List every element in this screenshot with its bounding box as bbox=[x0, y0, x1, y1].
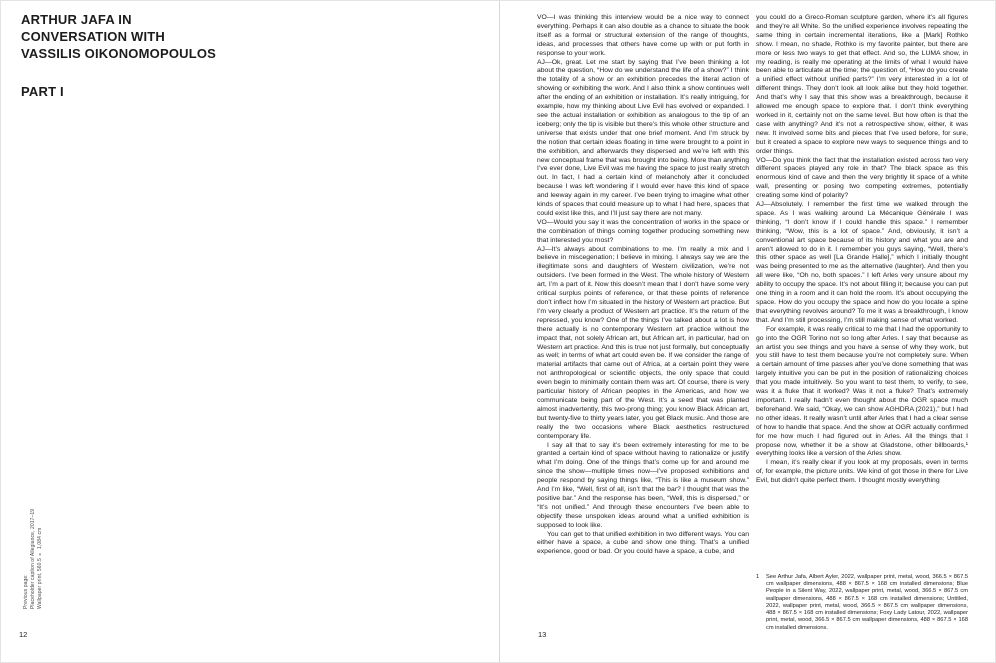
margin-caption-line: Placeholder caption of Allegiance, 2017–19 bbox=[30, 508, 36, 609]
paragraph-vo: VO—Do you think the fact that the installation existed across two very different spaces played any role in that? The black space as this enormous kind of cave and then the very brightly lit space of a white wall, presenting or posing two competing extremes, potentially creating some kind of polarity? bbox=[756, 156, 968, 200]
paragraph-vo: VO—Would you say it was the concentration of works in the space or the combination of things coming together producing something new that interested you most? bbox=[537, 218, 749, 244]
paragraph-vo: VO—I was thinking this interview would be a nice way to connect everything. Perhaps it can also double as a chance to situate the book itself as a formal or structural extension of the range of thoughts, ideas, and processes that others have come up with or put forth in response to your work. bbox=[537, 14, 749, 57]
paragraph-aj-continued: You can get to that unified exhibition in two different ways. You can either have a space, a cube and show one thing. That’s a unified experience, good or bad. Or you could have a space, a cube, and bbox=[537, 530, 749, 556]
margin-caption bbox=[23, 479, 43, 609]
paragraph-aj: AJ—It’s always about combinations to me. I’m really a mix and I believe in miscegenation; I believe in mixing. I always say we are the illegitimate sons and daughters of Western civilization, we’re not outsiders. I’ve been formed in the West. The whole history of Western art, I’m a part of it. Now this doesn’t mean that I don’t have some very critical surplus points of reference, or that these points of reference don’t inflect how I’m situated in the history of Western art practice. But I’m very clearly a product of Western art practice. It’s the return of the repressed, you know? One of the things I’ve talked about a lot is how there actually is no contemporary Western art practice without the impact that, not solely African art, but African art, in particular, had on Western art practice. And this is true not just formally, but conceptually as well; in terms of what art could even be. If we consider the range of material artifacts that came out of Africa, at a certain point they were not anthropological or scientific objects, the only space that could even begin to minimally contain them was art. Of course, there is very particular history of African peoples in the Americas, and how we communicate being part of the West. It’s a seed that was planted almost inadvertently, this two-prong thing; you know Black African art, but twenty-five to thirty years later, you get Black music. And those are really the two occasions where Black aesthetics restructured contemporary life. bbox=[537, 245, 749, 440]
part-label: PART I bbox=[21, 84, 64, 99]
paragraph-aj-continued: For example, it was really critical to me that I had the opportunity to go into the OGR Torino not so long after Arles. I say that because as an artist you see things and you have a sense of why they work, but you still have to test them because you’re not completely sure. When a certain amount of time passes after you’ve done something that was largely intuitive you can be put in the position of rationalizing choices that you made intuitively. So you want to test them, to verify, to see, was it a fluke that it worked? Was it not a fluke? That’s extremely important. I really hadn’t even thought about the OGR space much beforehand. We said, “Okay, we can show AGHDRA (2021),” but I had no other ideas. It really wasn’t until after Arles that I had a clear sense of how to handle that space. And the show at OGR actually confirmed for me how much I had figured out in Arles. All the things that I propose now, whether it be a show at Gladstone, other billboards,¹ everything looks like a version of the Arles show. bbox=[756, 325, 968, 458]
text-column-1 bbox=[537, 14, 749, 632]
title-line: CONVERSATION WITH bbox=[21, 29, 165, 44]
spine-divider bbox=[499, 1, 500, 662]
paragraph-aj-continued: I mean, it’s really clear if you look at my proposals, even in terms of, for example, the picture units. We kind of got those in there for Live Evil, but didn’t quite perfect them. I thought mostly everything bbox=[756, 459, 968, 485]
title-line: ARTHUR JAFA IN bbox=[21, 12, 132, 27]
footnote-text: See Arthur Jafa, Albert Ayler, 2022, wallpaper print, metal, wood, 366.5 × 867.5 cm wallpaper dimensions, 488 × 867.5 × 168 cm installed dimensions; Blue People in a Silent Way, 2022, wallpaper print, metal, wood, 366.5 × 867.5 cm wallpaper dimensions, 488 × 867.5 × 168 cm installed dimensions; Untitled, 2022, wallpaper print, metal, wood, 366.5 × 867.5 cm wallpaper dimensions, 488 × 867.5 × 168 cm installed dimensions; Foxy Lady Latour, 2022, wallpaper print, metal, wood, 366.5 × 867.5 cm wallpaper dimensions, 488 × 867.5 × 168 cm installed dimensions. bbox=[766, 573, 968, 631]
page-number-left: 12 bbox=[19, 630, 28, 639]
paragraph-aj-continued: I say all that to say it’s been extremely interesting for me to be granted a certain kind of space without having to rationalize or justify what I’m doing. One of the things that’s come up for and around me since the show—multiple times now—I’ve proposed exhibitions and people respond by saying things like, “This is like a museum show.” And I’m like, “Well, first of all, isn’t that the bar? I thought that was the positive bar.” And the response has been, “Well, this is dispersed,” or “It’s not unified.” And through these encounters I’ve been able to objectify these unspoken ideas around what a unified exhibition is supposed to look like. bbox=[537, 441, 749, 529]
paragraph-aj: AJ—Absolutely. I remember the first time we walked through the space. As I was walking around La Mécanique Générale I was thinking, “I don’t know if I could handle this space.” I remember thinking, “Wow, this is a lot of space.” And, obviously, it isn’t a conventional art space because of its history and what you are and aren’t allowed to do in it. I remember you guys saying, “Well, there’s this other space as well [La Grande Halle],” which I initially thought was being presented to me as the alternative (laughter). And then you all were like, “Oh no, both spaces.” I left Arles very unsure about my ability to occupy the space. It’s not about filling it; because you can put one thing in a room and it can hold the room. It’s about occupying the space. How do you occupy the space and how do you locate a spine that everything revolves around? To me it was a breakthrough, I know that. And I’m still processing, I’m still making sense of what worked. bbox=[756, 201, 968, 324]
footnote bbox=[756, 574, 968, 632]
page-title bbox=[21, 11, 281, 99]
margin-caption-line: Previous page: bbox=[23, 574, 29, 609]
paragraph-aj-continued: you could do a Greco-Roman sculpture garden, where it’s all figures and they’re all White. So the unified experience involves repeating the same thing in certain incremental iterations, like a [Mark] Rothko show. I mean, no shade, Rothko is my favorite painter, but there are more or less two ways to get that effect. And so, the LUMA show, in my reading, is really me operating at the limits of what I would have been able to articulate at the time; the question of, “How do you create a unified effect without unified parts?” I’m very interested in a lot of different things. They don’t look all look alike but they hold together. And that’s why I say that this show was a breakthrough, because it allowed me enough space to explore that. I don’t think everything worked in it, certainly not on the same level. But how often is that the case with anything? And it’s not a retrospective show, either, it was new. It involved some bits and pieces that I’ve used before, for sure, but it created a space to explore new ways to sequence things and to order things. bbox=[756, 14, 968, 155]
paragraph-aj: AJ—Ok, great. Let me start by saying that I’ve been thinking a lot about the question, “How do we understand the life of a show?” I think the totality of a show or an exhibition precedes the literal action of showing or exhibiting the work. And I also think a show continues well after the ending of an exhibition or installation. It’s really intriguing, for example, how my thinking about Live Evil has evolved or expanded. I see the actual installation or exhibition as analogous to the tip of an iceberg; only the tip is visible but there’s this whole other structure and universe that exists under that one brief moment. And I’m struck by the notion that certain ideas floating in time were brought to a point in the exhibition, and afterwards they dispersed and we’re left with this new conceptual frame that was brought into being. More than anything I’ve ever done, Live Evil was me having the space to just really stretch out. In fact, I had a certain kind of melancholy after it concluded because I was left wondering if I would ever have this kind of space and leeway again in my career. I’ve been trying to imagine what other kinds of spaces that could measure up to what I had here, spaces that could exist like this, and I’ll just say there are not many. bbox=[537, 58, 749, 217]
footnote-marker: 1 bbox=[756, 573, 760, 580]
page-number-right: 13 bbox=[538, 630, 547, 639]
title-line: VASSILIS OIKONOMOPOULOS bbox=[21, 46, 217, 61]
margin-caption-line: Wallpaper print, 560.5 × 1,084 cm bbox=[37, 527, 43, 609]
text-column-2 bbox=[756, 14, 968, 632]
